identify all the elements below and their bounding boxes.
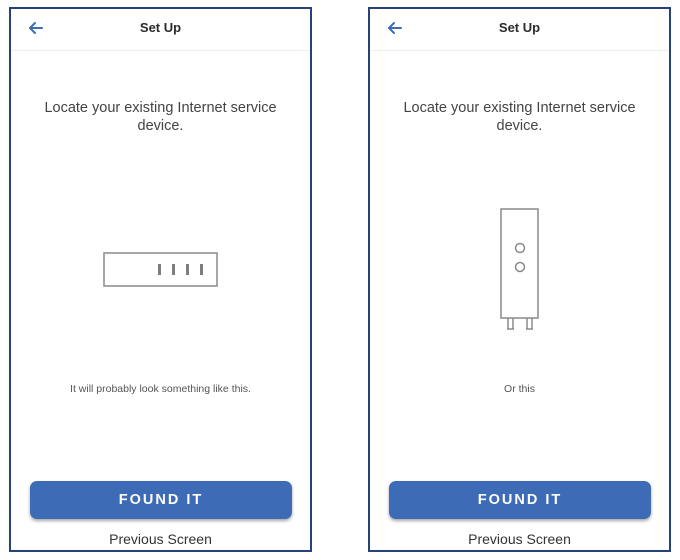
illustration-caption: It will probably look something like this. <box>70 383 251 395</box>
vertical-modem-icon <box>499 207 541 333</box>
setup-screen-vertical-device <box>368 7 671 552</box>
setup-screen-horizontal-device <box>9 7 312 552</box>
app-header <box>11 9 310 51</box>
instruction-text: Locate your existing Internet service device. <box>44 100 277 134</box>
instruction-text: Locate your existing Internet service device. <box>403 100 636 134</box>
illustration-caption: Or this <box>504 383 535 395</box>
found-it-button[interactable]: FOUND IT <box>389 481 651 519</box>
found-it-button[interactable]: FOUND IT <box>30 481 292 519</box>
page-title: Set Up <box>139 20 182 35</box>
app-header <box>370 9 669 51</box>
previous-screen-link[interactable]: Previous Screen <box>468 531 571 547</box>
horizontal-modem-icon <box>103 252 219 288</box>
previous-screen-link[interactable]: Previous Screen <box>109 531 212 547</box>
page-title: Set Up <box>498 20 541 35</box>
